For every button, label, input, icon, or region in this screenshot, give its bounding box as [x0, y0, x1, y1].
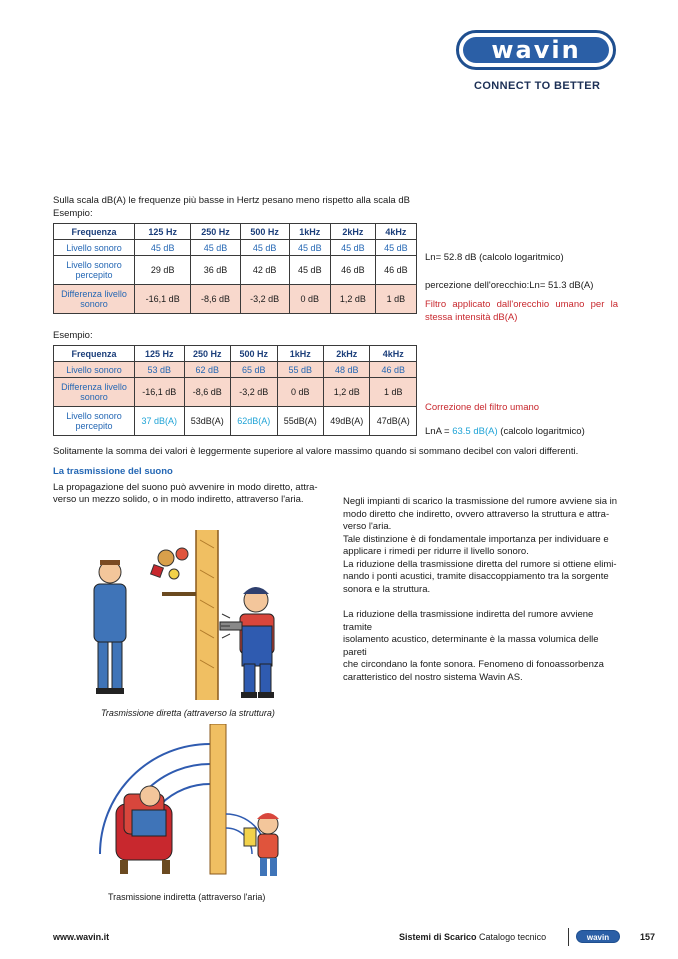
row-label: Differenza livello sonoro — [54, 378, 135, 407]
table-cell: 1,2 dB — [330, 285, 375, 314]
right-line: che circondano la fonte sonora. Fenomeno di fonoassorbenza — [343, 659, 604, 670]
section-title: La trasmissione del suono — [53, 466, 173, 477]
footer-catalog-rest: Catalogo tecnico — [476, 932, 547, 942]
table-cell: 1,2 dB — [323, 378, 369, 407]
row-label: Livello sonoro percepito — [54, 407, 135, 436]
table-1-header — [54, 224, 417, 240]
right-line: isolamento acustico, determinante è la massa volumica delle pareti — [343, 634, 599, 658]
table-cell: 53 dB — [135, 362, 185, 378]
row-label: Livello sonoro — [54, 240, 135, 256]
right-line: nando i ponti acustici, tramite disaccoppiamento tra la sorgente — [343, 571, 609, 582]
footer-catalog-bold: Sistemi di Scarico — [399, 932, 477, 942]
table-cell: -16,1 dB — [135, 285, 191, 314]
right-line: Negli impianti di scarico la trasmissione del rumore avviene sia in — [343, 496, 618, 507]
table-row — [54, 240, 417, 256]
table-cell: 1 dB — [375, 285, 416, 314]
table-cell: 62dB(A) — [231, 407, 277, 436]
left-paragraph-line-2: verso un mezzo solido, o in modo indiretto, attraverso l'aria. — [53, 494, 304, 505]
table-header-cell: Frequenza — [54, 224, 135, 240]
table-cell: 42 dB — [240, 256, 289, 285]
table-header-cell: 500 Hz — [240, 224, 289, 240]
caption-direct: Trasmissione diretta (attraverso la struttura) — [101, 708, 275, 718]
table-row — [54, 285, 417, 314]
wall-icon — [196, 530, 218, 700]
table-cell: 37 dB(A) — [135, 407, 185, 436]
table-cell: 65 dB — [231, 362, 277, 378]
table-row — [54, 256, 417, 285]
lna-prefix: LnA = — [425, 426, 453, 437]
table-cell: 45 dB — [191, 240, 240, 256]
right-line: modo diretto che indiretto, ovvero attraverso la struttura e attra- — [343, 508, 610, 520]
table-cell: 36 dB — [191, 256, 240, 285]
ln-note: Ln= 52.8 dB (calcolo logaritmico) — [425, 252, 564, 263]
table-2 — [53, 345, 417, 436]
table-header-cell: 1kHz — [289, 224, 330, 240]
table-cell: 0 dB — [289, 285, 330, 314]
table-header-cell: 500 Hz — [231, 346, 277, 362]
brand-tagline: CONNECT TO BETTER — [474, 80, 601, 92]
table-header-cell: 4kHz — [370, 346, 417, 362]
table-cell: 55dB(A) — [277, 407, 323, 436]
row-label: Livello sonoro percepito — [54, 256, 135, 285]
table-cell: 46 dB — [330, 256, 375, 285]
wall-icon — [210, 724, 226, 874]
table-row — [54, 407, 417, 436]
footer-catalog — [399, 932, 546, 942]
table-cell: 45 dB — [240, 240, 289, 256]
table-header-cell: 125 Hz — [135, 346, 185, 362]
right-line: applicare i rimedi per ridurre il livello sonoro. — [343, 546, 529, 557]
table-header-cell: 2kHz — [330, 224, 375, 240]
caption-indirect: Trasmissione indiretta (attraverso l'aria) — [108, 892, 266, 902]
example-2-label: Esempio: — [53, 330, 93, 341]
table-2-header — [54, 346, 417, 362]
table-cell: -3,2 dB — [240, 285, 289, 314]
table-cell: 46 dB — [370, 362, 417, 378]
table-cell: 45 dB — [289, 240, 330, 256]
right-column — [343, 496, 618, 684]
wavin-logo — [456, 30, 616, 70]
table-cell: 47dB(A) — [370, 407, 417, 436]
wavin-logo-text: wavin — [463, 37, 609, 63]
table-cell: -8,6 dB — [191, 285, 240, 314]
table-cell: 53dB(A) — [184, 407, 230, 436]
table-cell: 1 dB — [370, 378, 417, 407]
table-header-cell: 4kHz — [375, 224, 416, 240]
table-header-cell: 250 Hz — [191, 224, 240, 240]
table-header-cell: 125 Hz — [135, 224, 191, 240]
correction-note: Correzione del filtro umano — [425, 402, 540, 413]
footer-divider — [568, 928, 569, 946]
right-line: La riduzione della trasmissione diretta del rumore si ottiene elimi- — [343, 558, 617, 570]
table-cell: 46 dB — [375, 256, 416, 285]
intro-line-1: Sulla scala dB(A) le frequenze più basse in Hertz pesano meno rispetto alla scala dB — [53, 195, 410, 206]
table-cell: 45 dB — [289, 256, 330, 285]
table-row — [54, 378, 417, 407]
table-cell: -3,2 dB — [231, 378, 277, 407]
table-row — [54, 362, 417, 378]
table-header-cell: 1kHz — [277, 346, 323, 362]
table-header-cell: 2kHz — [323, 346, 369, 362]
indirect-transmission-illustration — [80, 724, 305, 890]
page-number: 157 — [640, 932, 656, 942]
table-header-cell: 250 Hz — [184, 346, 230, 362]
summary-text: Solitamente la somma dei valori è leggermente superiore al valore massimo quando si sommano decibel con valori differenti. — [53, 446, 579, 457]
right-line: sonora e la struttura. — [343, 583, 431, 595]
table-cell: 45 dB — [330, 240, 375, 256]
right-line: Tale distinzione è di fondamentale importanza per individuare e — [343, 533, 609, 545]
intro-line-2: Esempio: — [53, 208, 93, 219]
right-line: La riduzione della trasmissione indiretta del rumore avviene tramite — [343, 609, 594, 633]
right-line: verso l'aria. — [343, 521, 392, 532]
table-header-cell: Frequenza — [54, 346, 135, 362]
filter-note: Filtro applicato dall'orecchio umano per la stessa intensità dB(A) — [425, 299, 618, 323]
table-cell: 45 dB — [375, 240, 416, 256]
left-paragraph-line-1: La propagazione del suono può avvenire in modo diretto, attra- — [53, 482, 318, 493]
table-cell: 49dB(A) — [323, 407, 369, 436]
row-label: Differenza livello sonoro — [54, 285, 135, 314]
table-cell: 55 dB — [277, 362, 323, 378]
table-cell: 45 dB — [135, 240, 191, 256]
table-1 — [53, 223, 417, 314]
right-line: caratteristico del nostro sistema Wavin AS. — [343, 671, 523, 683]
table-cell: 29 dB — [135, 256, 191, 285]
lna-value: 63.5 dB(A) — [452, 426, 498, 437]
row-label: Livello sonoro — [54, 362, 135, 378]
table-cell: 48 dB — [323, 362, 369, 378]
perception-note: percezione dell'orecchio:Ln= 51.3 dB(A) — [425, 280, 594, 291]
footer-website[interactable]: www.wavin.it — [53, 932, 110, 942]
footer-wavin-logo: wavin — [576, 930, 620, 943]
table-cell: 62 dB — [184, 362, 230, 378]
table-cell: -8,6 dB — [184, 378, 230, 407]
lna-suffix: (calcolo logaritmico) — [497, 426, 585, 437]
table-cell: 0 dB — [277, 378, 323, 407]
direct-transmission-illustration — [70, 530, 310, 705]
table-cell: -16,1 dB — [135, 378, 185, 407]
lna-note — [425, 425, 585, 438]
